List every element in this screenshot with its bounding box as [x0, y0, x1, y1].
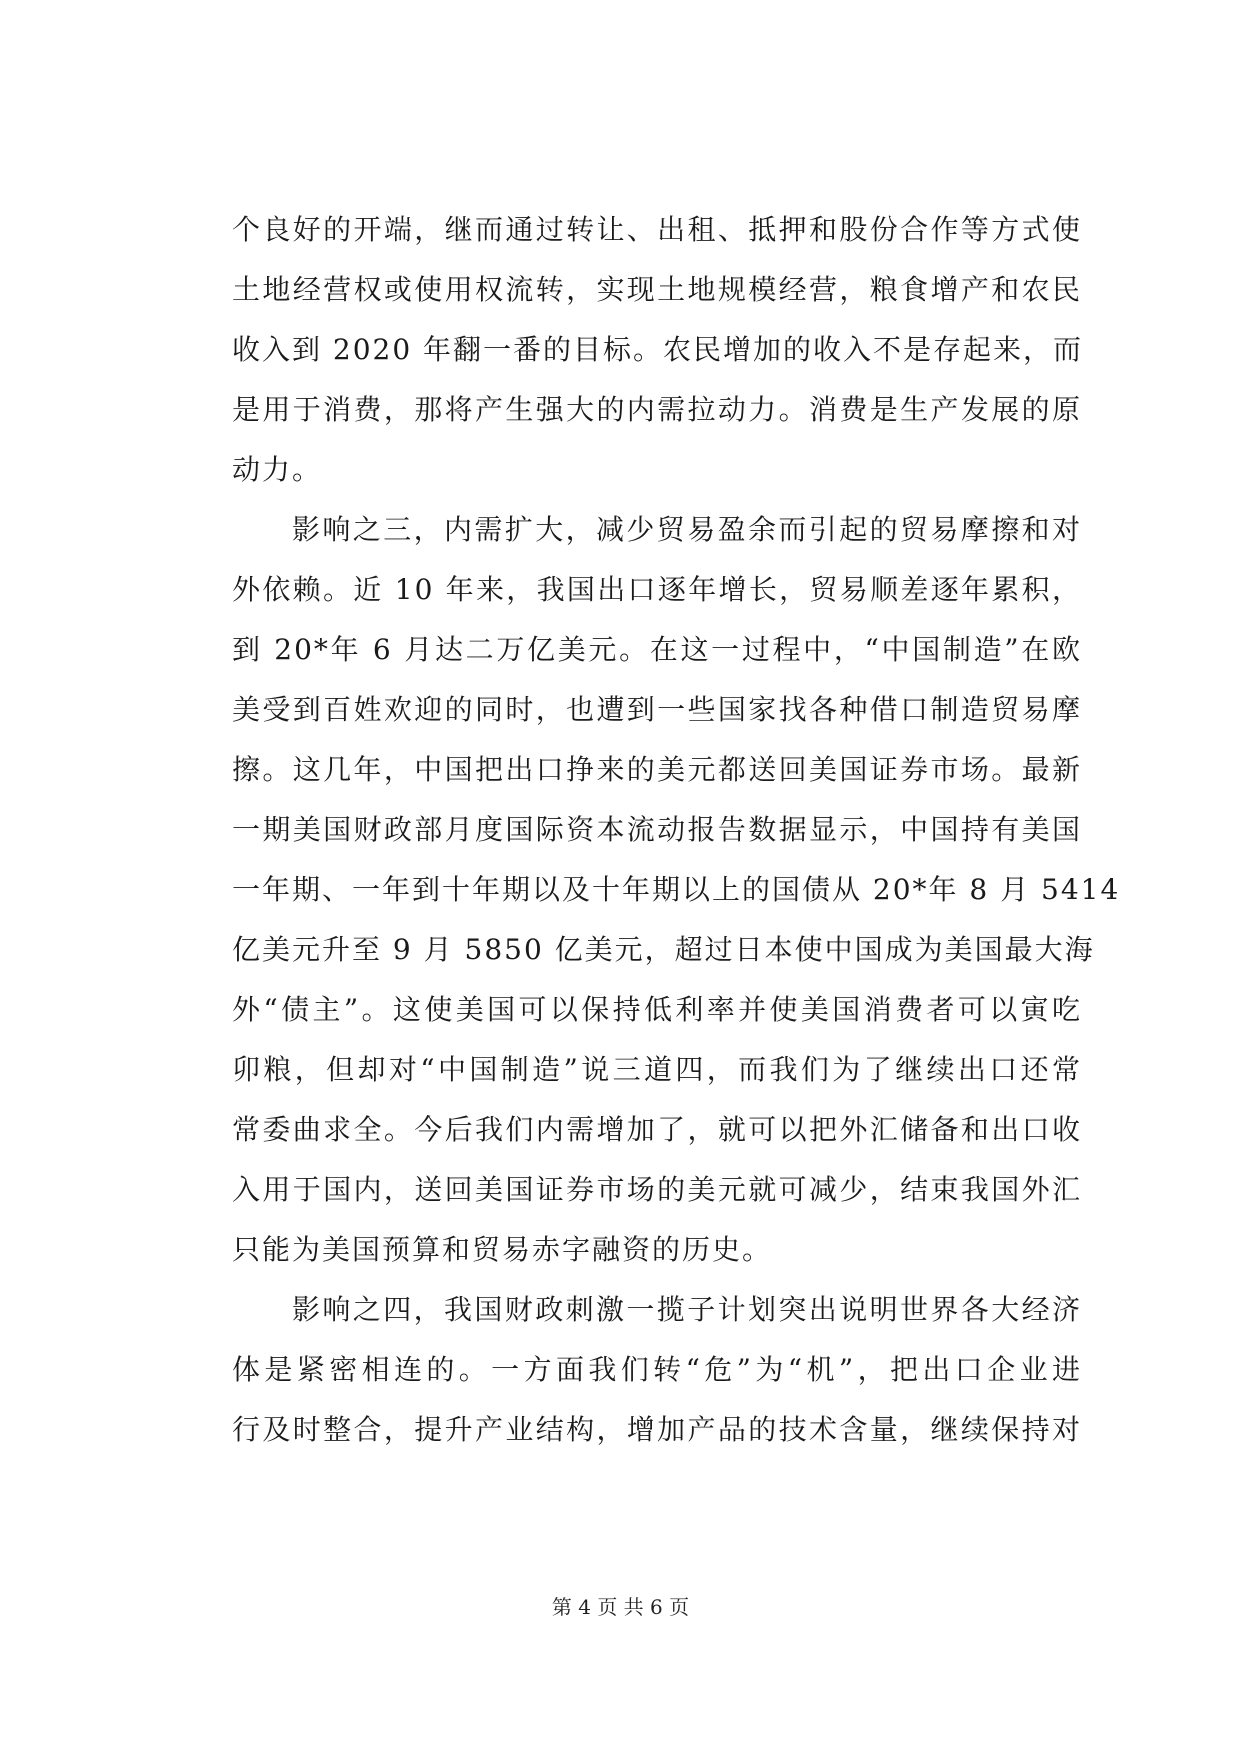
text-line: 外依赖。近 10 年来，我国出口逐年增长，贸易顺差逐年累积，: [232, 573, 1082, 606]
text-line: 个良好的开端，继而通过转让、出租、抵押和股份合作等方式使: [232, 213, 1082, 246]
text-line: 美受到百姓欢迎的同时，也遭到一些国家找各种借口制造贸易摩: [232, 693, 1082, 726]
text-line: 卯粮，但却对“中国制造”说三道四，而我们为了继续出口还常: [232, 1053, 1082, 1086]
text-line: 到 20*年 6 月达二万亿美元。在这一过程中，“中国制造”在欧: [232, 633, 1082, 666]
text-line: 影响之四，我国财政刺激一揽子计划突出说明世界各大经济: [292, 1293, 1082, 1326]
text-line: 动力。: [232, 453, 323, 486]
text-line: 土地经营权或使用权流转，实现土地规模经营，粮食增产和农民: [232, 273, 1082, 306]
text-line: 擦。这几年，中国把出口挣来的美元都送回美国证券市场。最新: [232, 753, 1082, 786]
text-line: 行及时整合，提升产业结构，增加产品的技术含量，继续保持对: [232, 1413, 1082, 1446]
text-line: 只能为美国预算和贸易赤字融资的历史。: [232, 1233, 773, 1266]
text-line: 收入到 2020 年翻一番的目标。农民增加的收入不是存起来，而: [232, 333, 1084, 366]
text-line: 入用于国内，送回美国证券市场的美元就可减少，结束我国外汇: [232, 1173, 1082, 1206]
page-footer: 第 4 页 共 6 页: [551, 1595, 690, 1619]
text-line: 体是紧密相连的。一方面我们转“危”为“机”，把出口企业进: [232, 1353, 1082, 1386]
text-line: 一年期、一年到十年期以及十年期以上的国债从 20*年 8 月 5414: [232, 873, 1121, 906]
text-line: 常委曲求全。今后我们内需增加了，就可以把外汇储备和出口收: [232, 1113, 1082, 1146]
text-line: 是用于消费，那将产生强大的内需拉动力。消费是生产发展的原: [232, 393, 1082, 426]
body-text: [232, 200, 1121, 1460]
text-line: 外“债主”。这使美国可以保持低利率并使美国消费者可以寅吃: [232, 993, 1082, 1026]
text-line: 一期美国财政部月度国际资本流动报告数据显示，中国持有美国: [232, 813, 1082, 846]
text-line: 亿美元升至 9 月 5850 亿美元，超过日本使中国成为美国最大海: [232, 933, 1095, 966]
text-line: 影响之三，内需扩大，减少贸易盈余而引起的贸易摩擦和对: [292, 513, 1082, 546]
